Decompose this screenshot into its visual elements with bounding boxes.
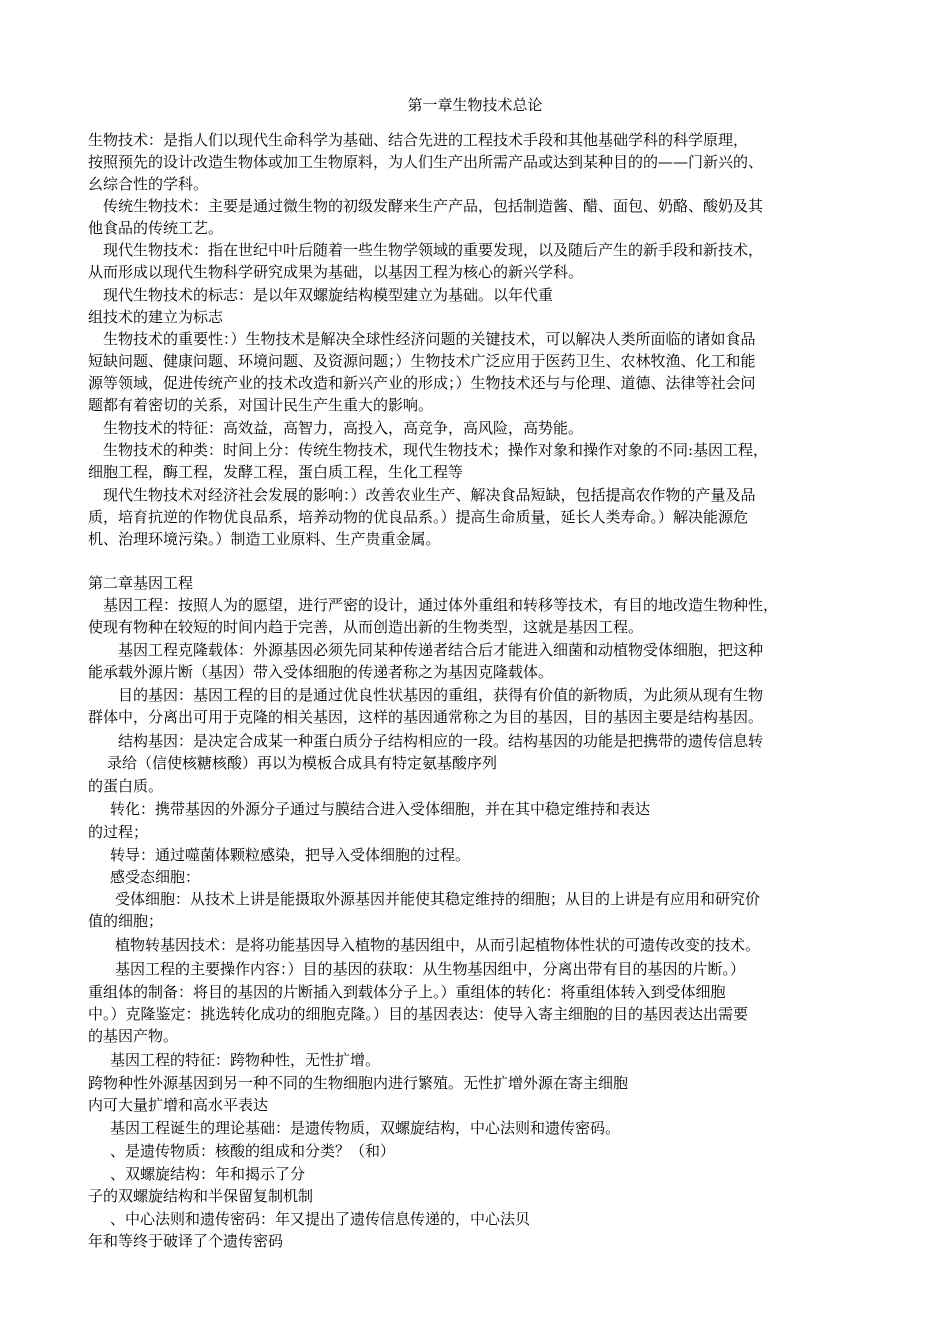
text-line: 重组体的制备：将目的基因的片断插入到载体分子上。）重组体的转化：将重组体转入到受体细胞 — [88, 983, 726, 1001]
text-line: 结构基因：是决定合成某一种蛋白质分子结构相应的一段。结构基因的功能是把携带的遗传信息转 — [118, 732, 764, 750]
text-line: 幺综合性的学科。 — [88, 175, 209, 193]
text-line: 传统生物技术：主要是通过微生物的初级发酵来生产产品，包括制造酱、醋、面包、奶酪、酸奶及其 — [103, 197, 764, 215]
text-line: 受体细胞：从技术上讲是能摄取外源基因并能使其稳定维持的细胞；从目的上讲是有应用和研究价 — [115, 890, 761, 908]
text-line: 、是遗传物质：核酸的组成和分类？（和） — [110, 1142, 396, 1160]
text-line: 植物转基因技术：是将功能基因导入植物的基因组中，从而引起植物体性状的可遗传改变的技术。 — [115, 936, 761, 954]
text-line: 基因工程的主要操作内容：）目的基因的获取：从生物基因组中，分离出带有目的基因的片断。） — [115, 960, 746, 978]
text-line: 、双螺旋结构：年和揭示了分 — [110, 1165, 306, 1183]
text-line: 内可大量扩增和高水平表达 — [88, 1096, 269, 1114]
text-line: 群体中，分离出可用于克隆的相关基因，这样的基因通常称之为目的基因，目的基因主要是结构基因。 — [88, 708, 764, 726]
text-line: 机、治理环境污染。）制造工业原料、生产贵重金属。 — [88, 530, 441, 548]
text-line: 生物技术的特征：高效益，高智力，高投入，高竞争，高风险，高势能。 — [103, 419, 584, 437]
text-line: 的基因产物。 — [88, 1027, 179, 1045]
text-line: 年和等终于破译了个遗传密码 — [88, 1232, 284, 1250]
text-line: 细胞工程，酶工程，发酵工程，蛋白质工程，生化工程等 — [88, 463, 464, 481]
text-line: 组技术的建立为标志 — [88, 308, 224, 326]
text-line: 子的双螺旋结构和半保留复制机制 — [88, 1187, 314, 1205]
text-line: 现代生物技术：指在世纪中叶后随着一些生物学领域的重要发现，以及随后产生的新手段和新技术， — [103, 241, 764, 259]
text-line: 基因工程诞生的理论基础：是遗传物质，双螺旋结构，中心法则和遗传密码。 — [110, 1119, 621, 1137]
text-line: 能承载外源片断（基因）带入受体细胞的传递者称之为基因克隆载体。 — [88, 663, 554, 681]
text-line: 的过程； — [88, 823, 149, 841]
text-line: 现代生物技术的标志：是以年双螺旋结构模型建立为基础。以年代重 — [103, 286, 554, 304]
text-line: 他食品的传统工艺。 — [88, 219, 224, 237]
text-line: 转化：携带基因的外源分子通过与膜结合进入受体细胞，并在其中稳定维持和表达 — [110, 800, 651, 818]
text-line: 短缺问题、健康问题、环境问题、及资源问题；）生物技术广泛应用于医药卫生、农林牧渔、化工和能 — [88, 352, 756, 370]
text-line: 录给（信使核糖核酸）再以为模板合成具有特定氨基酸序列 — [107, 754, 498, 772]
text-line: 基因工程：按照人为的愿望，进行严密的设计，通过体外重组和转移等技术，有目的地改造生物种性， — [103, 596, 779, 614]
text-line: 生物技术：是指人们以现代生命科学为基础、结合先进的工程技术手段和其他基础学科的科学原理， — [88, 131, 749, 149]
text-line: 生物技术的重要性：）生物技术是解决全球性经济问题的关键技术，可以解决人类所面临的诸如食品 — [103, 330, 756, 348]
text-line: 目的基因：基因工程的目的是通过优良性状基因的重组，获得有价值的新物质，为此须从现有生物 — [118, 686, 764, 704]
chapter-two-title: 第二章基因工程 — [88, 574, 194, 592]
text-line: 的蛋白质。 — [88, 777, 164, 795]
text-line: 转导：通过噬菌体颗粒感染，把导入受体细胞的过程。 — [110, 846, 471, 864]
text-line: 生物技术的种类：时间上分：传统生物技术，现代生物技术；操作对象和操作对象的不同:基因工程， — [103, 441, 769, 459]
text-line: 现代生物技术对经济社会发展的影响：）改善农业生产、解决食品短缺，包括提高农作物的产量及品 — [103, 486, 756, 504]
text-line: 基因工程克隆载体：外源基因必须先同某种传递者结合后才能进入细菌和动植物受体细胞，把这种 — [118, 641, 764, 659]
text-line: 中。）克隆鉴定：挑选转化成功的细胞克隆。）目的基因表达：使导入寄主细胞的目的基因表达出需要 — [88, 1005, 749, 1023]
text-line: 质，培育抗逆的作物优良品系，培养动物的优良品系。）提高生命质量，延长人类寿命。）解决能源危 — [88, 508, 749, 526]
text-line: 、中心法则和遗传密码：年又提出了遗传信息传递的，中心法贝 — [110, 1210, 531, 1228]
text-line: 从而形成以现代生物科学研究成果为基础，以基因工程为核心的新兴学科。 — [88, 263, 584, 281]
text-line: 源等领域，促进传统产业的技术改造和新兴产业的形成；）生物技术还与与伦理、道德、法律等社会问 — [88, 374, 756, 392]
text-line: 题都有着密切的关系，对国计民生产生重大的影响。 — [88, 396, 434, 414]
chapter-one-title: 第一章生物技术总论 — [407, 96, 543, 114]
text-line: 使现有物种在较短的时间内趋于完善，从而创造出新的生物类型，这就是基因工程。 — [88, 618, 644, 636]
text-line: 跨物种性外源基因到另一种不同的生物细胞内进行繁殖。无性扩增外源在寄主细胞 — [88, 1074, 629, 1092]
text-line: 值的细胞； — [88, 912, 164, 930]
text-line: 感受态细胞： — [110, 868, 201, 886]
text-line: 按照预先的设计改造生物体或加工生物原料，为人们生产出所需产品或达到某种目的的——门新兴的、 — [88, 153, 764, 171]
text-line: 基因工程的特征：跨物种性，无性扩增。 — [110, 1051, 381, 1069]
